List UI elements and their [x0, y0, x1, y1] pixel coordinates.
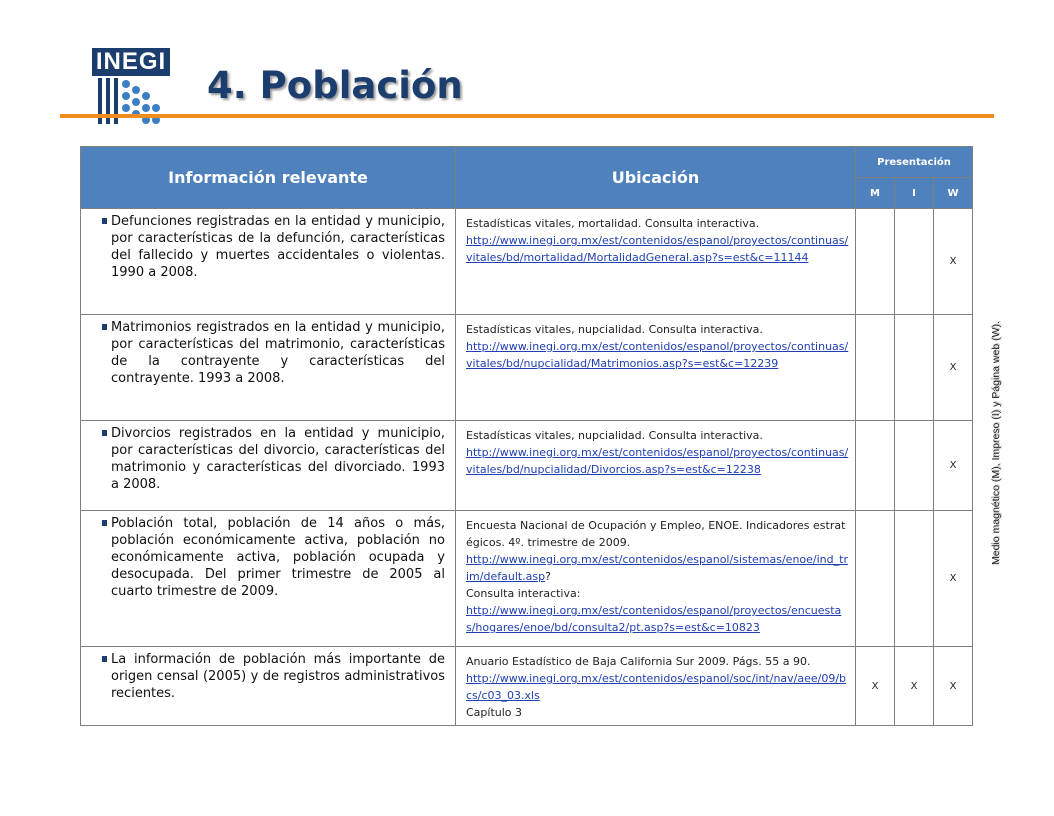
mark-w: X — [934, 315, 973, 421]
info-text: Población total, población de 14 años o más, población económicamente activa, población no económicamente activa, población ocupada y desocupada. Del primer trimestre de 2005 al cuarto trimestre de 2009. — [111, 516, 445, 599]
info-text: Matrimonios registrados en la entidad y municipio, por características del matrimonio, características de la contrayente y características del contrayente. 1993 a 2008. — [111, 320, 445, 386]
mark-m — [856, 209, 895, 315]
table-row — [81, 647, 973, 726]
table-row — [81, 421, 973, 511]
bullet-icon — [102, 430, 107, 436]
header-m: M — [856, 178, 895, 209]
source-link[interactable]: http://www.inegi.org.mx/est/contenidos/espanol/soc/int/nav/aee/09/bcs/c03_03.xls — [466, 672, 847, 702]
mark-i — [895, 421, 934, 511]
source-text-2: Consulta interactiva: — [466, 587, 581, 600]
mark-m — [856, 421, 895, 511]
info-cell — [81, 421, 456, 511]
mark-w: X — [934, 421, 973, 511]
mark-w: X — [934, 647, 973, 726]
logo-dots-icon — [98, 78, 164, 126]
bullet-icon — [102, 656, 107, 662]
source-link-2[interactable]: http://www.inegi.org.mx/est/contenidos/espanol/proyectos/encuestas/hogares/enoe/bd/consulta2/pt.asp?s=est&c=10823 — [466, 604, 842, 634]
header-location: Ubicación — [456, 147, 856, 209]
link-suffix: ? — [545, 570, 551, 583]
mark-m — [856, 315, 895, 421]
info-cell — [81, 315, 456, 421]
bullet-icon — [102, 218, 107, 224]
info-text: Defunciones registradas en la entidad y municipio, por características de la defunción, características del fallecido y muertes accidentales o violentas. 1990 a 2008. — [111, 214, 445, 280]
source-text: Estadísticas vitales, nupcialidad. Consulta interactiva. — [466, 429, 763, 442]
source-text: Estadísticas vitales, mortalidad. Consulta interactiva. — [466, 217, 760, 230]
logo-text: INEGI — [92, 48, 170, 76]
source-text: Encuesta Nacional de Ocupación y Empleo, ENOE. Indicadores estratégicos. 4º. trimestre de 2009. — [466, 519, 846, 549]
title-rule — [60, 114, 994, 118]
table-row — [81, 315, 973, 421]
mark-w: X — [934, 511, 973, 647]
location-cell — [456, 511, 856, 647]
location-cell — [456, 315, 856, 421]
info-text: Divorcios registrados en la entidad y municipio, por características del divorcio, características del matrimonio y características del divorciado. 1993 a 2008. — [111, 426, 445, 492]
info-cell — [81, 647, 456, 726]
location-cell — [456, 209, 856, 315]
source-link[interactable]: http://www.inegi.org.mx/est/contenidos/espanol/proyectos/continuas/vitales/bd/nupcialidad/Divorcios.asp?s=est&c=12238 — [466, 446, 849, 476]
bullet-icon — [102, 324, 107, 330]
mark-m: X — [856, 647, 895, 726]
source-link[interactable]: http://www.inegi.org.mx/est/contenidos/espanol/sistemas/enoe/ind_trim/default.asp — [466, 553, 848, 583]
source-link[interactable]: http://www.inegi.org.mx/est/contenidos/espanol/proyectos/continuas/vitales/bd/mortalidad/MortalidadGeneral.asp?s=est&c=11144 — [466, 234, 849, 264]
info-cell — [81, 209, 456, 315]
table-row — [81, 511, 973, 647]
presentation-legend: Medio magnético (M), Impreso (I) y Página web (W). — [990, 321, 1002, 565]
source-text: Anuario Estadístico de Baja California Sur 2009. Págs. 55 a 90. — [466, 655, 811, 668]
chapter-text: Capítulo 3 — [466, 706, 523, 719]
info-text: La información de población más importante de origen censal (2005) y de registros administrativos recientes. — [111, 652, 445, 701]
mark-w: X — [934, 209, 973, 315]
header-i: I — [895, 178, 934, 209]
header-w: W — [934, 178, 973, 209]
bullet-icon — [102, 520, 107, 526]
mark-i — [895, 209, 934, 315]
page-title: 4. Población — [207, 64, 463, 107]
mark-i: X — [895, 647, 934, 726]
info-cell — [81, 511, 456, 647]
population-table — [80, 146, 973, 726]
location-cell — [456, 421, 856, 511]
table-header-row — [81, 147, 973, 178]
mark-i — [895, 511, 934, 647]
mark-i — [895, 315, 934, 421]
mark-m — [856, 511, 895, 647]
table-row — [81, 209, 973, 315]
source-link[interactable]: http://www.inegi.org.mx/est/contenidos/espanol/proyectos/continuas/vitales/bd/nupcialidad/Matrimonios.asp?s=est&c=12239 — [466, 340, 849, 370]
location-cell — [456, 647, 856, 726]
header-presentation: Presentación — [856, 147, 973, 178]
source-text: Estadísticas vitales, nupcialidad. Consulta interactiva. — [466, 323, 763, 336]
header-info: Información relevante — [81, 147, 456, 209]
